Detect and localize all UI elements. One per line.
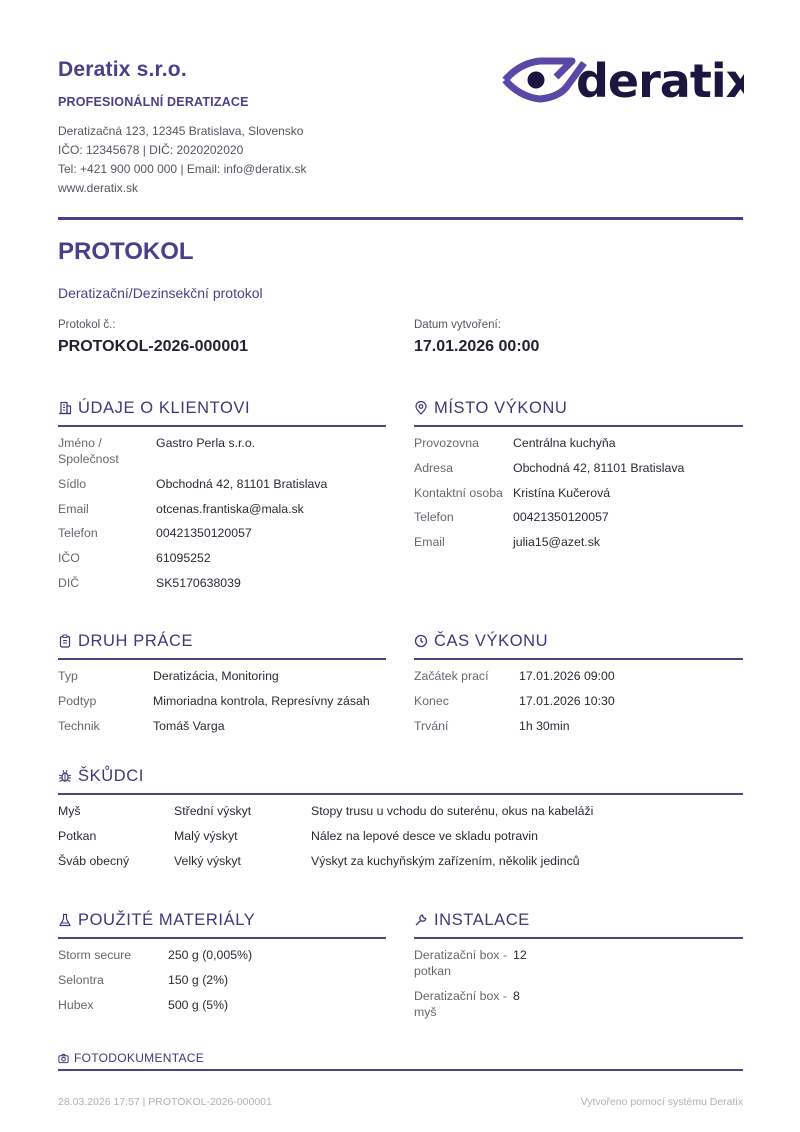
time-row-duration: Trvání 1h 30min: [414, 718, 570, 733]
clock-icon: [414, 634, 428, 648]
created-date-label: Datum vytvoření:: [414, 319, 501, 331]
document-title: PROTOKOL: [58, 238, 194, 265]
document-subtitle: Deratizační/Dezinsekční protokol: [58, 285, 263, 301]
work-section: [58, 630, 386, 734]
material-row: Selontra 150 g (2%): [58, 972, 229, 987]
deratix-logo: [502, 55, 744, 105]
eye-logo-icon: [502, 55, 744, 105]
material-row: Hubex 500 g (5%): [58, 997, 229, 1012]
footer-generated-by: Vytvořeno pomocí systému Deratix: [580, 1096, 743, 1108]
client-divider: [58, 425, 386, 427]
photos-heading: [58, 1051, 743, 1065]
company-name: Deratix s.r.o.: [58, 58, 187, 81]
location-row-contact: Kontaktní osoba Kristína Kučerová: [414, 485, 611, 500]
time-divider: [414, 658, 743, 660]
installation-heading: [414, 909, 743, 931]
materials-heading-text: POUŽITÉ MATERIÁLY: [78, 910, 256, 929]
pest-row: Potkan Malý výskyt Nález na lepové desce ve skladu potravin: [58, 828, 538, 843]
wrench-icon: [414, 913, 428, 927]
location-heading-text: MÍSTO VÝKONU: [434, 398, 568, 417]
footer-timestamp: 28.03.2026 17:57 | PROTOKOL-2026-000001: [58, 1096, 272, 1108]
work-divider: [58, 658, 386, 660]
building-icon: [58, 401, 72, 415]
work-row-subtype: Podtyp Mimoriadna kontrola, Represívny zásah: [58, 693, 370, 708]
pest-row: Šváb obecný Velký výskyt Výskyt za kuchyňským zařízením, několik jedinců: [58, 853, 580, 868]
client-row-email: Email otcenas.frantiska@mala.sk: [58, 501, 304, 516]
materials-section: [58, 909, 386, 1013]
location-row-email: Email julia15@azet.sk: [414, 534, 600, 549]
location-row-phone: Telefon 00421350120057: [414, 510, 609, 525]
work-row-technician: Technik Tomáš Varga: [58, 718, 225, 733]
materials-heading: [58, 909, 386, 931]
time-section: [414, 630, 743, 734]
installation-row: Deratizační box - myš 8: [414, 988, 520, 1019]
location-row-address: Adresa Obchodná 42, 81101 Bratislava: [414, 460, 685, 475]
installation-row: Deratizační box - potkan 12: [414, 948, 527, 979]
pests-heading-text: ŠKŮDCI: [78, 766, 144, 785]
photos-heading-text: FOTODOKUMENTACE: [74, 1051, 205, 1065]
location-divider: [414, 425, 743, 427]
location-heading: [414, 397, 743, 419]
protocol-number-label: Protokol č.:: [58, 319, 116, 331]
company-address: Deratizačná 123, 12345 Bratislava, Slovensko: [58, 124, 304, 138]
work-row-type: Typ Deratizácia, Monitoring: [58, 669, 279, 684]
materials-divider: [58, 937, 386, 939]
pests-section: [58, 765, 743, 869]
client-heading: [58, 397, 386, 419]
client-row-ico: IČO 61095252: [58, 550, 211, 565]
company-ids: IČO: 12345678 | DIČ: 2020202020: [58, 143, 244, 157]
created-date-value: 17.01.2026 00:00: [414, 338, 540, 355]
work-heading-text: DRUH PRÁCE: [78, 631, 194, 650]
time-row-end: Konec 17.01.2026 10:30: [414, 693, 615, 708]
company-tagline: PROFESIONÁLNÍ DERATIZACE: [58, 95, 249, 109]
time-heading-text: ČAS VÝKONU: [434, 631, 549, 650]
logo-text: deratix: [576, 55, 744, 105]
time-row-start: Začátek prací 17.01.2026 09:00: [414, 669, 615, 684]
client-row-name: Jméno / Společnost Gastro Perla s.r.o.: [58, 436, 256, 467]
camera-icon: [58, 1053, 69, 1064]
protocol-number-value: PROTOKOL-2026-000001: [58, 338, 249, 355]
company-contact: Tel: +421 900 000 000 | Email: info@deratix.sk: [58, 162, 307, 176]
material-row: Storm secure 250 g (0,005%): [58, 948, 253, 963]
client-heading-text: ÚDAJE O KLIENTOVI: [78, 398, 251, 417]
clipboard-icon: [58, 634, 72, 648]
pests-divider: [58, 793, 743, 795]
location-section: [414, 397, 743, 550]
flask-icon: [58, 913, 72, 927]
header-divider: [58, 217, 743, 220]
photos-section: [58, 1051, 743, 1071]
pests-heading: [58, 765, 743, 787]
client-row-dic: DIČ SK5170638039: [58, 575, 241, 590]
client-row-phone: Telefon 00421350120057: [58, 526, 252, 541]
client-row-seat: Sídlo Obchodná 42, 81101 Bratislava: [58, 476, 328, 491]
client-section: [58, 397, 386, 591]
pest-row: Myš Střední výskyt Stopy trusu u vchodu do suterénu, okus na kabeláži: [58, 804, 594, 819]
company-web: www.deratix.sk: [58, 181, 139, 195]
installation-heading-text: INSTALACE: [434, 910, 530, 929]
photos-divider: [58, 1069, 743, 1071]
installation-section: [414, 909, 743, 1020]
location-row-premises: Provozovna Centrálna kuchyňa: [414, 436, 616, 451]
bug-icon: [58, 769, 72, 783]
work-heading: [58, 630, 386, 652]
installation-divider: [414, 937, 743, 939]
map-pin-icon: [414, 401, 428, 415]
time-heading: [414, 630, 743, 652]
